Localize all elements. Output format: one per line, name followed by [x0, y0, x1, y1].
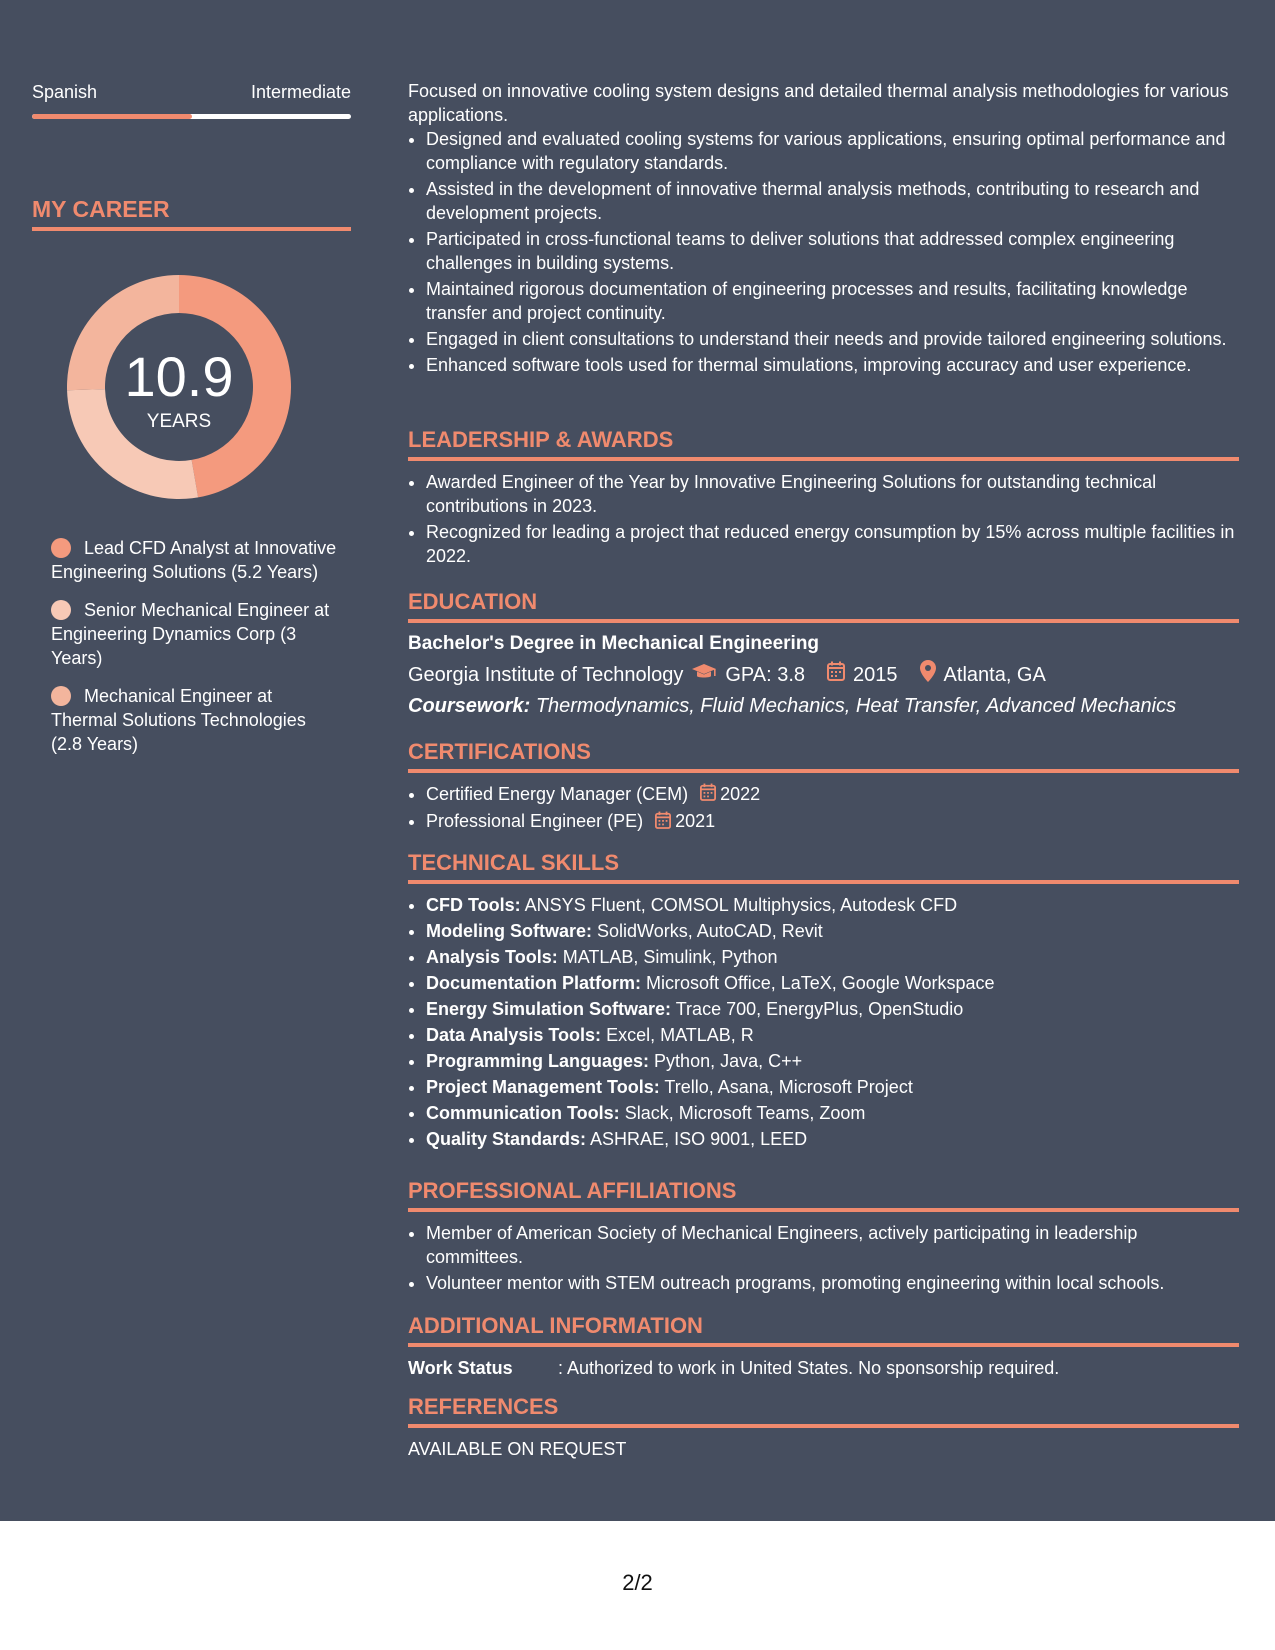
education-degree: Bachelor's Degree in Mechanical Engineering [408, 633, 820, 654]
leadership-item: • Recognized for leading a project that reduced energy consumption by 15% across multiple facilities in 2022. [426, 520, 1239, 568]
career-dot [51, 538, 71, 558]
skill-item [426, 919, 1239, 943]
skill-label: Project Management Tools: [426, 1077, 660, 1097]
experience-section [408, 79, 1239, 379]
career-item [51, 598, 341, 670]
skill-value: ASHRAE, ISO 9001, LEED [590, 1129, 808, 1149]
work-status-value: : Authorized to work in United States. No sponsorship required. [558, 1358, 1060, 1378]
experience-bullet: • Enhanced software tools used for thermal simulations, improving accuracy and user experience. [426, 353, 1239, 377]
career-item-text: Mechanical Engineer at Thermal Solutions Technologies (2.8 Years) [51, 686, 306, 754]
page-number: 2/2 [622, 1570, 653, 1595]
experience-bullets [408, 127, 1239, 377]
skill-item [426, 1075, 1239, 1099]
leadership-section [408, 426, 1239, 570]
certification-year: 2022 [720, 784, 761, 804]
experience-bullet: • Maintained rigorous documentation of engineering processes and results, facilitating knowledge transfer and project continuity. [426, 277, 1239, 325]
career-item [51, 536, 341, 584]
language-proficiency-fill [32, 114, 192, 119]
skill-label: Communication Tools: [426, 1103, 620, 1123]
experience-bullet: • Engaged in client consultations to understand their needs and provide tailored engineering solutions. [426, 327, 1239, 351]
skills-section [408, 849, 1239, 1153]
skill-value: Slack, Microsoft Teams, Zoom [624, 1103, 866, 1123]
skill-label: Data Analysis Tools: [426, 1025, 602, 1045]
skill-label: Programming Languages: [426, 1051, 650, 1071]
language-level: Intermediate [250, 82, 351, 102]
skill-item [426, 893, 1239, 917]
education-heading: EDUCATION [408, 588, 1239, 623]
references-heading: REFERENCES [408, 1393, 1239, 1428]
skills-heading: TECHNICAL SKILLS [408, 849, 1239, 884]
leadership-heading: LEADERSHIP & AWARDS [408, 426, 1239, 461]
calendar-icon [655, 811, 671, 835]
career-heading: MY CAREER [32, 196, 351, 231]
career-total [67, 275, 291, 499]
leadership-list [408, 470, 1239, 568]
language-row [32, 82, 351, 104]
skill-item [426, 1023, 1239, 1047]
language-name: Spanish [32, 82, 98, 102]
skill-value: Trace 700, EnergyPlus, OpenStudio [675, 999, 964, 1019]
location-pin-icon [920, 660, 936, 690]
skill-label: Quality Standards: [426, 1129, 587, 1149]
certifications-heading: CERTIFICATIONS [408, 738, 1239, 773]
skill-item [426, 1049, 1239, 1073]
coursework-list: Thermodynamics, Fluid Mechanics, Heat Transfer, Advanced Mechanics [535, 695, 1177, 717]
career-list [51, 536, 341, 770]
references-section [408, 1393, 1239, 1461]
affiliation-item: • Volunteer mentor with STEM outreach programs, promoting engineering within local schools. [426, 1271, 1239, 1295]
skill-value: MATLAB, Simulink, Python [562, 947, 778, 967]
education-gpa: GPA: 3.8 [725, 664, 806, 686]
skill-item [426, 1127, 1239, 1151]
career-total-unit: YEARS [146, 411, 212, 432]
leadership-item: • Awarded Engineer of the Year by Innovative Engineering Solutions for outstanding technical contributions in 2023. [426, 470, 1239, 518]
skill-value: Python, Java, C++ [654, 1051, 803, 1071]
skill-label: Analysis Tools: [426, 947, 558, 967]
career-item [51, 684, 341, 756]
education-meta [408, 660, 1239, 690]
certification-name: Professional Engineer (PE) [426, 811, 644, 832]
language-proficiency-bar [32, 114, 351, 119]
affiliations-section [408, 1177, 1239, 1297]
affiliations-list [408, 1221, 1239, 1295]
education-year: 2015 [853, 664, 898, 686]
career-item-text: Senior Mechanical Engineer at Engineering Dynamics Corp (3 Years) [51, 600, 330, 668]
skill-value: Excel, MATLAB, R [606, 1025, 754, 1045]
certifications-section [408, 738, 1239, 837]
skill-item [426, 971, 1239, 995]
career-total-value: 10.9 [124, 345, 234, 408]
career-dot [51, 600, 71, 620]
skill-item [426, 997, 1239, 1021]
skill-value: ANSYS Fluent, COMSOL Multiphysics, Autodesk CFD [524, 895, 958, 915]
education-location: Atlanta, GA [943, 664, 1046, 686]
skill-value: Trello, Asana, Microsoft Project [664, 1077, 913, 1097]
certification-name: Certified Energy Manager (CEM) [426, 784, 689, 804]
work-status-row [408, 1356, 1239, 1380]
experience-bullet: • Assisted in the development of innovative thermal analysis methods, contributing to research and development projects. [426, 177, 1239, 225]
career-item-text: Lead CFD Analyst at Innovative Engineering Solutions (5.2 Years) [51, 538, 337, 582]
work-status-label: Work Status [408, 1358, 513, 1378]
education-coursework [408, 694, 1239, 718]
certification-item [426, 782, 1239, 807]
skill-item [426, 1101, 1239, 1125]
skill-label: CFD Tools: [426, 895, 521, 915]
experience-bullet: • Designed and evaluated cooling systems for various applications, ensuring optimal performance and compliance with regulatory standards. [426, 127, 1239, 175]
experience-bullet: • Participated in cross-functional teams to deliver solutions that addressed complex engineering challenges in building systems. [426, 227, 1239, 275]
skill-label: Energy Simulation Software: [426, 999, 672, 1019]
skill-value: Microsoft Office, LaTeX, Google Workspace [646, 973, 995, 993]
calendar-icon [827, 661, 845, 689]
skills-list [408, 893, 1239, 1151]
additional-info-section [408, 1312, 1239, 1380]
coursework-label: Coursework: [408, 695, 531, 717]
certification-year: 2021 [675, 811, 716, 832]
certification-item [426, 809, 1239, 834]
skill-item [426, 945, 1239, 969]
skill-label: Modeling Software: [426, 921, 592, 941]
skill-value: SolidWorks, AutoCAD, Revit [597, 921, 823, 941]
education-section [408, 588, 1239, 718]
education-school: Georgia Institute of Technology [408, 664, 684, 686]
affiliation-item: • Member of American Society of Mechanical Engineers, actively participating in leadership committees. [426, 1221, 1239, 1269]
additional-info-heading: ADDITIONAL INFORMATION [408, 1312, 1239, 1347]
graduation-cap-icon [691, 661, 717, 689]
references-text: AVAILABLE ON REQUEST [408, 1439, 627, 1459]
skill-label: Documentation Platform: [426, 973, 642, 993]
experience-intro: Focused on innovative cooling system designs and detailed thermal analysis methodologies for various applications. [408, 81, 1229, 125]
career-dot [51, 686, 71, 706]
affiliations-heading: PROFESSIONAL AFFILIATIONS [408, 1177, 1239, 1212]
certifications-list [408, 782, 1239, 835]
calendar-icon [700, 783, 716, 807]
